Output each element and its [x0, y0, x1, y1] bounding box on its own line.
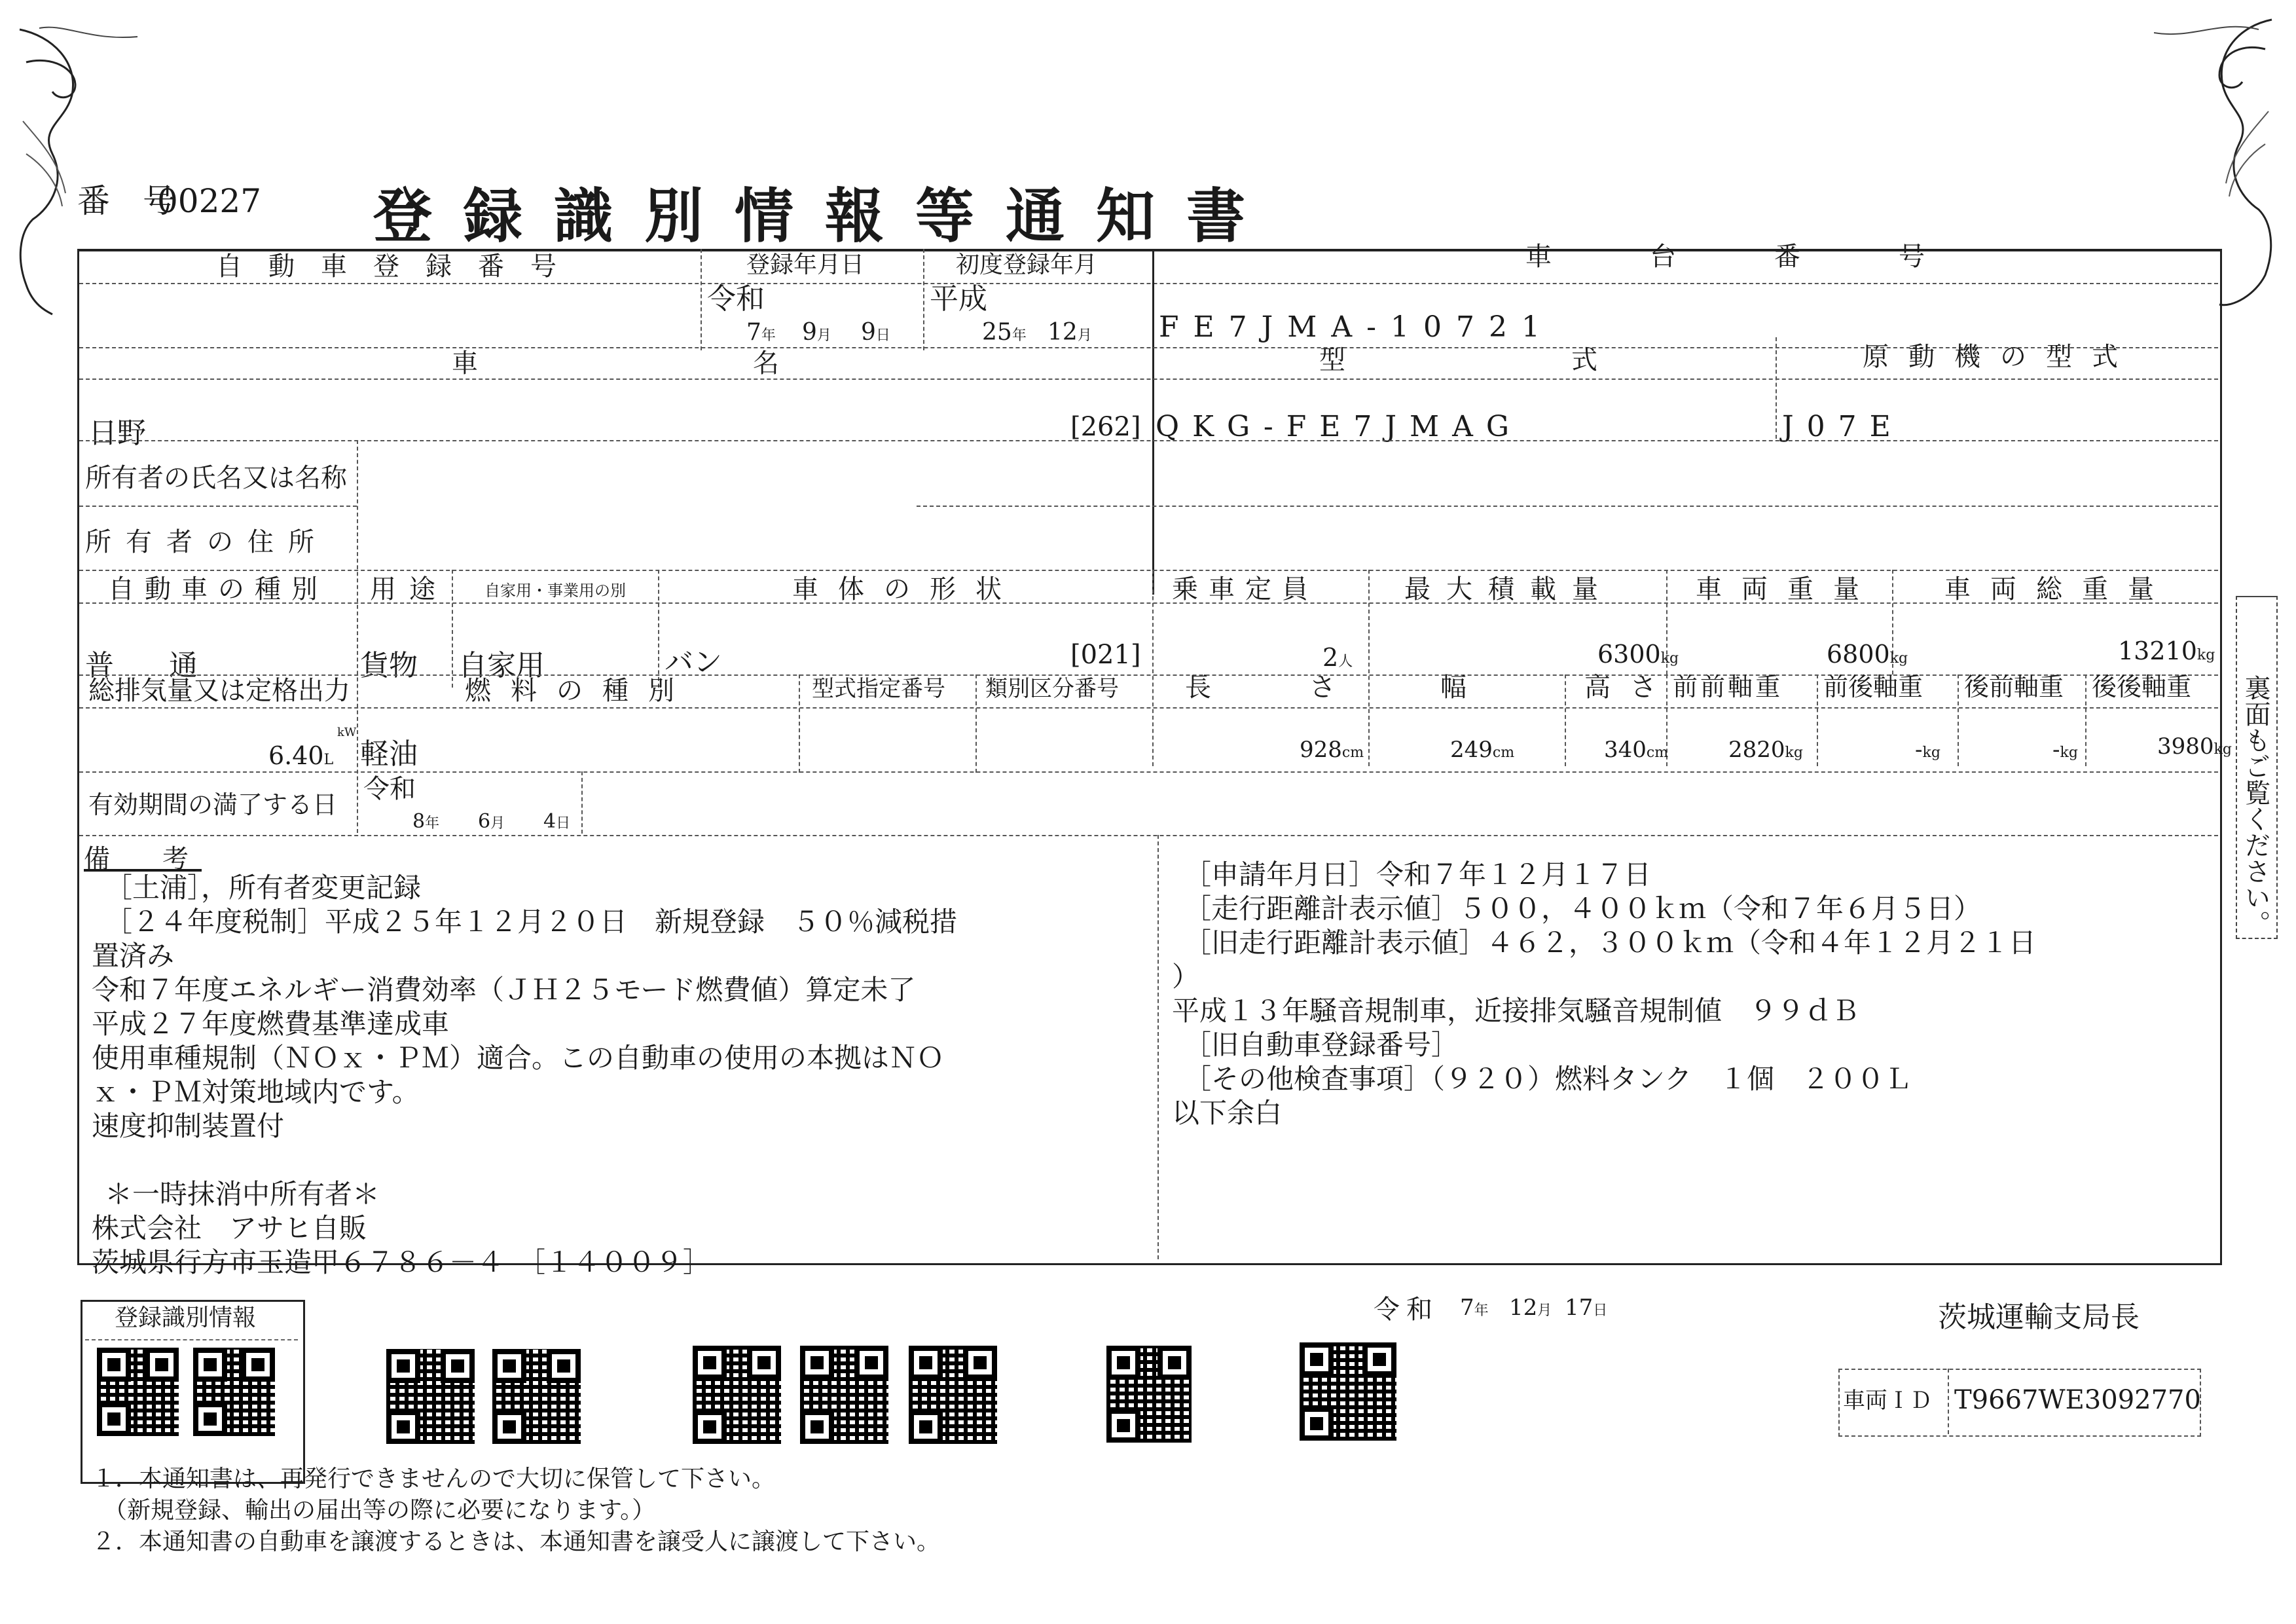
- expiry-day: 4日: [543, 810, 571, 833]
- remark-line: 以下余白: [1172, 1097, 1283, 1129]
- document-title: 登録識別情報等通知書: [373, 181, 1277, 251]
- rf-axle-label: 後前軸重: [1964, 673, 2064, 701]
- model-label-1: 型: [1319, 345, 1345, 375]
- qr-code-icon: [97, 1348, 179, 1436]
- engine-model-label: 原動機の型式: [1863, 342, 2138, 372]
- footer-note: （新規登録、輸出の届出等の際に必要になります。）: [92, 1497, 656, 1524]
- ff-axle-value: 2820kg: [1728, 737, 1803, 763]
- vehicle-type-value: 普 通: [85, 649, 211, 682]
- fuel-label: 燃料の種別: [465, 676, 694, 706]
- engine-model-value: J07E: [1782, 410, 1904, 443]
- qr-code-icon: [1300, 1342, 1396, 1441]
- length-label-1: 長: [1185, 673, 1211, 703]
- qr-box-label: 登録識別情報: [115, 1304, 257, 1331]
- expiry-era: 令和: [363, 774, 416, 804]
- document-number-value: 00227: [157, 182, 262, 220]
- remark-line: 速度抑制装置付: [92, 1110, 285, 1142]
- registration-date-month: 9月: [802, 319, 831, 346]
- car-name-value: 日野: [88, 416, 146, 450]
- remark-line: ［走行距離計表示値］５００，４００ｋｍ（令和７年６月５日）: [1184, 893, 1982, 925]
- qr-code-icon: [386, 1349, 475, 1444]
- displacement-unit-kw: kW: [337, 726, 357, 739]
- remark-line: ［旧自動車登録番号］: [1184, 1029, 1459, 1061]
- expiry-year: 8年: [412, 810, 440, 833]
- body-shape-code: [021]: [1070, 640, 1141, 670]
- private-business-value: 自家用: [458, 649, 545, 682]
- remark-line: 茨城県行方市玉造甲６７８６－４ ［１４００９］: [92, 1246, 711, 1278]
- capacity-value: 2人: [1322, 643, 1353, 672]
- body-shape-label: 車体の形状: [792, 574, 1021, 604]
- width-value: 249cm: [1450, 737, 1515, 763]
- chassis-number-value: FE7JMA-10721: [1159, 310, 1554, 344]
- vehicle-id-value: T9667WE3092770: [1954, 1385, 2201, 1415]
- remarks-left: [92, 871, 1152, 1280]
- model-value: QKG-FE7JMAG: [1156, 410, 1523, 443]
- first-registration-month: 12月: [1048, 319, 1092, 346]
- remark-line: 使用車種規制（ＮＯｘ・ＰＭ）適合。この自動車の使用の本拠はＮＯ: [92, 1042, 945, 1074]
- car-name-label-1: 車: [452, 348, 478, 378]
- type-designation-label: 型式指定番号: [812, 676, 945, 702]
- gross-weight-value: 13210kg: [2118, 637, 2215, 665]
- registration-number-label: 自動車登録番号: [216, 251, 583, 282]
- height-value: 340cm: [1604, 737, 1669, 763]
- vehicle-weight-label: 車両重量: [1696, 574, 1879, 604]
- remark-line: ｘ・ＰＭ対策地域内です。: [92, 1076, 420, 1108]
- use-value: 貨物: [360, 649, 418, 682]
- gross-weight-label: 車両総重量: [1944, 574, 2174, 604]
- qr-code-icon: [492, 1349, 581, 1444]
- car-name-label-2: 名: [753, 348, 779, 378]
- ff-axle-label: 前前軸重: [1673, 673, 1783, 701]
- category-label: 類別区分番号: [985, 676, 1119, 702]
- footer-note: ２．本通知書の自動車を譲渡するときは、本通知書を譲受人に譲渡して下さい。: [92, 1528, 941, 1555]
- remark-line: ＊一時抹消中所有者＊: [105, 1178, 380, 1210]
- use-label: 用途: [370, 574, 448, 604]
- footer-note: １．本通知書は、再発行できませんので大切に保管して下さい。: [92, 1466, 776, 1492]
- displacement-value: 6.40L: [268, 741, 334, 770]
- remark-line: 平成１３年騒音規制車，近接排気騒音規制値 ９９ｄＢ: [1172, 995, 1860, 1027]
- expiry-month: 6月: [478, 810, 505, 833]
- vehicle-id-label: 車両ＩＤ: [1843, 1388, 1932, 1414]
- rr-axle-label: 後後軸重: [2092, 673, 2192, 701]
- fr-axle-value: -kg: [1915, 737, 1941, 763]
- first-registration-label: 初度登録年月: [956, 251, 1098, 278]
- registration-date-label: 登録年月日: [746, 251, 865, 278]
- owner-address-label: 所有者の住所: [85, 527, 329, 557]
- remark-line: ［旧走行距離計表示値］４６２，３００ｋｍ（令和４年１２月２１日: [1184, 927, 2037, 959]
- document-number-label: 番 号: [77, 182, 175, 220]
- length-value: 928cm: [1300, 737, 1364, 763]
- remarks-right: [1172, 858, 2213, 1130]
- vehicle-weight-value: 6800kg: [1827, 640, 1908, 669]
- model-label-2: 式: [1571, 345, 1597, 375]
- width-label: 幅: [1440, 673, 1467, 703]
- remark-line: ）: [1172, 961, 1200, 993]
- remark-line: ［２４年度税制］平成２５年１２月２０日 新規登録 ５０％減税措: [105, 906, 958, 938]
- qr-code-icon: [909, 1346, 997, 1444]
- chassis-number-label: 車台番号: [1525, 242, 2023, 272]
- remark-line: 令和７年度エネルギー消費効率（ＪＨ２５モード燃費値）算定未了: [92, 974, 916, 1006]
- fr-axle-label: 前後軸重: [1823, 673, 1923, 701]
- registration-date-day: 9日: [861, 319, 890, 346]
- private-business-label: 自家用・事業用の別: [484, 581, 626, 600]
- max-load-label: 最大積載量: [1404, 574, 1614, 604]
- remarks-label: 備 考: [84, 844, 202, 874]
- rf-axle-value: -kg: [2052, 737, 2078, 763]
- remark-line: 株式会社 アサヒ自販: [92, 1212, 367, 1244]
- remark-line: ［申請年月日］令和７年１２月１７日: [1184, 858, 1652, 891]
- body-shape-value: バン: [665, 646, 722, 679]
- remark-line: 置済み: [92, 940, 175, 972]
- height-label: 高さ: [1584, 673, 1676, 703]
- issue-year: 7年: [1460, 1295, 1489, 1321]
- qr-code-icon: [693, 1346, 781, 1444]
- rr-axle-value: 3980kg: [2157, 733, 2232, 760]
- capacity-label: 乗車定員: [1172, 574, 1319, 604]
- issuer: 茨城運輸支局長: [1938, 1301, 2140, 1334]
- issue-era: 令和: [1374, 1295, 1439, 1325]
- remark-line: ［その他検査事項］（９２０）燃料タンク １個 ２００Ｌ: [1184, 1063, 1912, 1095]
- qr-code-icon: [1106, 1346, 1192, 1443]
- expiry-label: 有効期間の満了する日: [88, 790, 338, 819]
- fuel-value: 軽油: [360, 737, 418, 771]
- issue-month: 12月: [1509, 1295, 1552, 1321]
- max-load-value: 6300kg: [1597, 640, 1679, 669]
- remark-line: [92, 1143, 1152, 1177]
- remark-line: ［土浦］，所有者変更記録: [105, 872, 422, 904]
- vehicle-type-label: 自動車の種別: [108, 574, 328, 604]
- side-note: 裏面もご覧ください。: [2240, 674, 2270, 936]
- length-label-2: さ: [1309, 673, 1336, 703]
- registration-date-era: 令和: [707, 282, 765, 316]
- car-name-code: [262]: [1070, 412, 1141, 442]
- first-registration-year: 25年: [982, 319, 1027, 346]
- first-registration-era: 平成: [930, 282, 987, 316]
- issue-day: 17日: [1565, 1295, 1608, 1321]
- footer-notes: [92, 1464, 940, 1558]
- displacement-label: 総排気量又は定格出力: [88, 676, 350, 706]
- owner-name-label: 所有者の氏名又は名称: [85, 463, 347, 493]
- registration-date-year: 7年: [746, 319, 776, 346]
- qr-code-icon: [800, 1346, 888, 1444]
- qr-code-icon: [193, 1348, 275, 1436]
- remark-line: 平成２７年度燃費基準達成車: [92, 1008, 450, 1040]
